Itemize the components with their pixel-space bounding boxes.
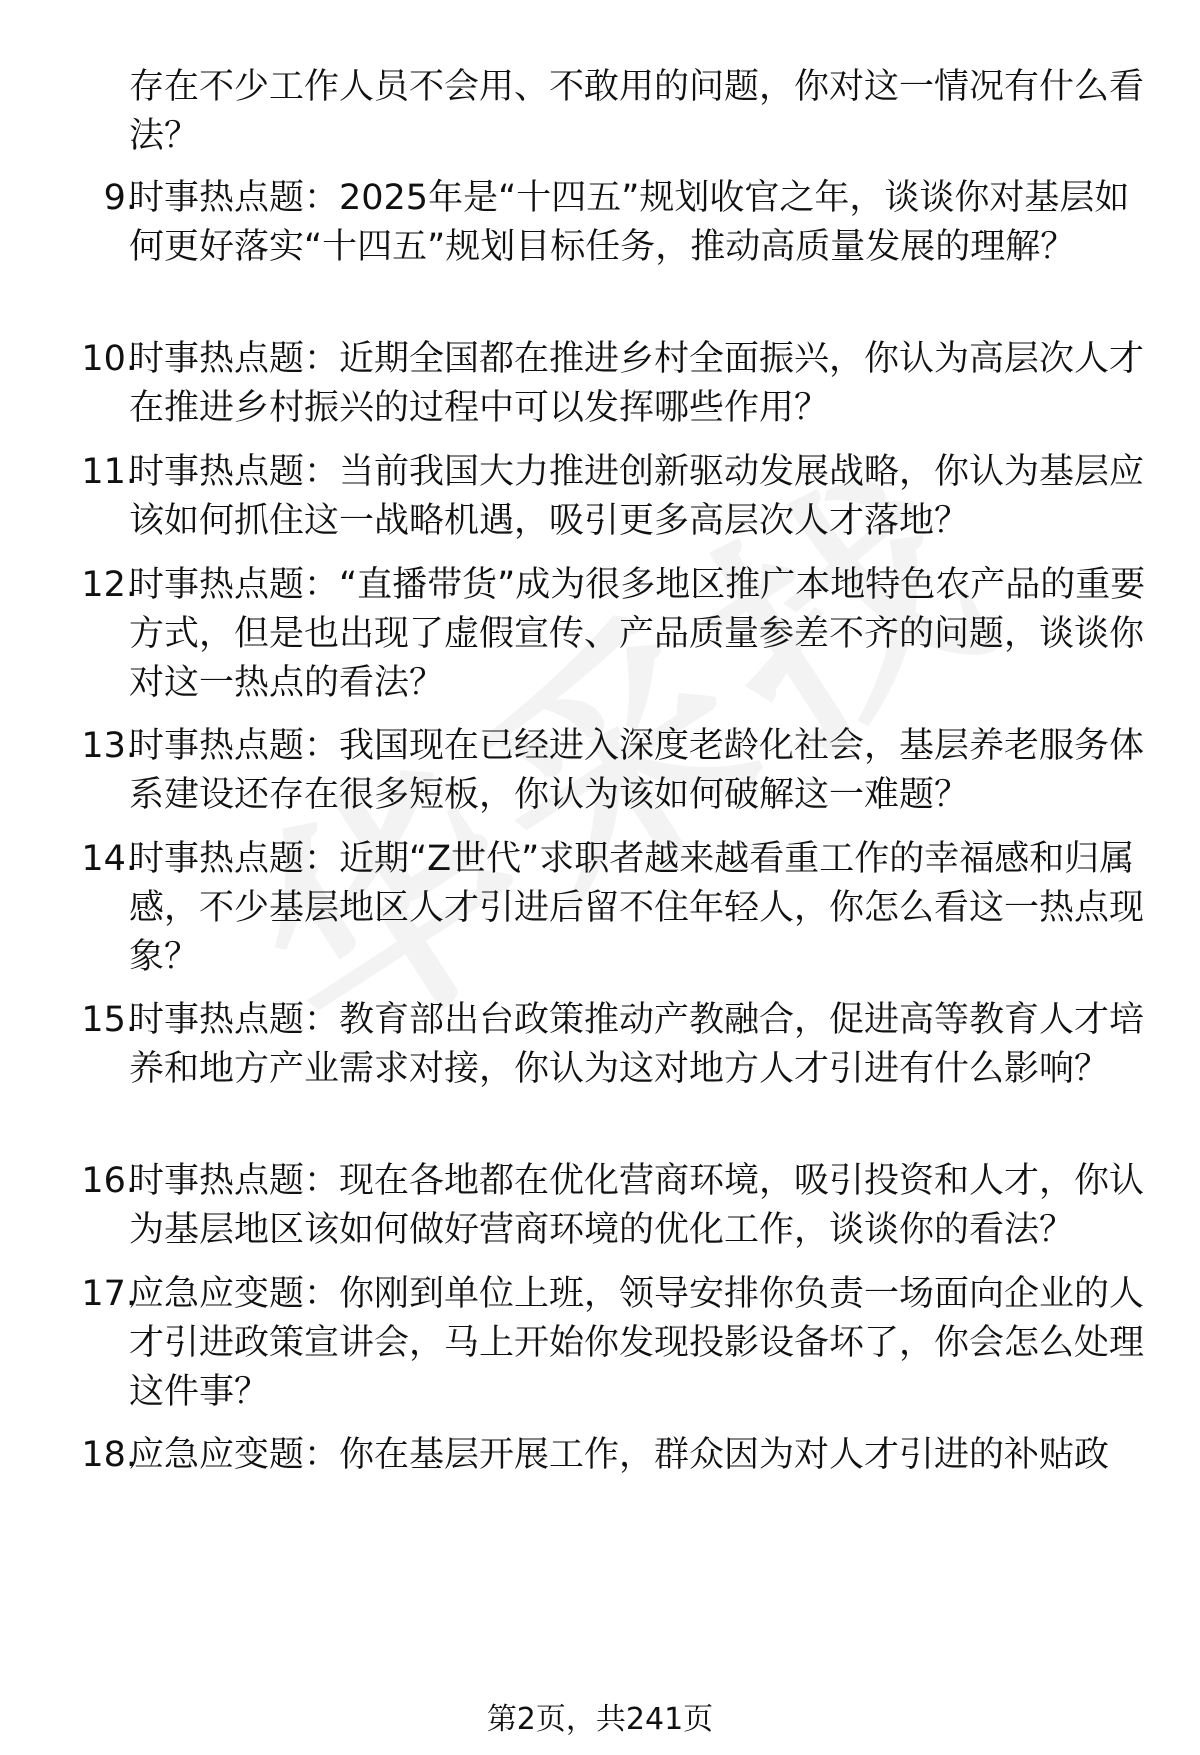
question-text: 时事热点题：“直播带货”成为很多地区推广本地特色农产品的重要方式，但是也出现了虚假宣传、产品质量参差不齐的问题，谈谈你对这一热点的看法？ <box>129 565 1146 703</box>
question-text: 时事热点题：近期“Z世代”求职者越来越看重工作的幸福感和归属感，不少基层地区人才引进后留不住年轻人，你怎么看这一热点现象？ <box>129 839 1145 977</box>
question-number: 13. <box>81 726 137 766</box>
question-number: 9. <box>103 178 137 218</box>
question-text: 时事热点题：我国现在已经进入深度老龄化社会，基层养老服务体系建设还存在很多短板，你认为该如何破解这一难题？ <box>129 726 1145 815</box>
question-text: 应急应变题：你刚到单位上班，领导安排你负责一场面向企业的人才引进政策宣讲会，马上开始你发现投影设备坏了，你会怎么处理这件事？ <box>129 1274 1145 1412</box>
question-number: 10. <box>81 339 137 379</box>
question-number: 15. <box>81 1000 137 1040</box>
question-text: 时事热点题：教育部出台政策推动产教融合，促进高等教育人才培养和地方产业需求对接，你认为这对地方人才引进有什么影响？ <box>129 1000 1145 1089</box>
question-text: 时事热点题：当前我国大力推进创新驱动发展战略，你认为基层应该如何抓住这一战略机遇，吸引更多高层次人才落地？ <box>129 452 1145 541</box>
continued-question-text: 存在不少工作人员不会用、不敢用的问题，你对这一情况有什么看法？ <box>129 67 1145 156</box>
question-number: 17. <box>81 1274 137 1314</box>
question-text: 时事热点题：2025年是“十四五”规划收官之年，谈谈你对基层如何更好落实“十四五”规划目标任务，推动高质量发展的理解？ <box>129 178 1130 267</box>
page-number-footer: 第2页，共241页 <box>486 1702 714 1737</box>
question-text: 时事热点题：现在各地都在优化营商环境，吸引投资和人才，你认为基层地区该如何做好营商环境的优化工作，谈谈你的看法？ <box>129 1161 1145 1250</box>
question-number: 16. <box>81 1161 137 1201</box>
question-number: 14. <box>81 839 137 879</box>
question-text: 应急应变题：你在基层开展工作，群众因为对人才引进的补贴政 <box>129 1435 1110 1475</box>
question-text: 时事热点题：近期全国都在推进乡村全面振兴，你认为高层次人才在推进乡村振兴的过程中可以发挥哪些作用？ <box>129 339 1145 428</box>
question-number: 12. <box>81 565 137 605</box>
question-number: 11. <box>81 452 137 492</box>
question-number: 18. <box>81 1435 137 1475</box>
